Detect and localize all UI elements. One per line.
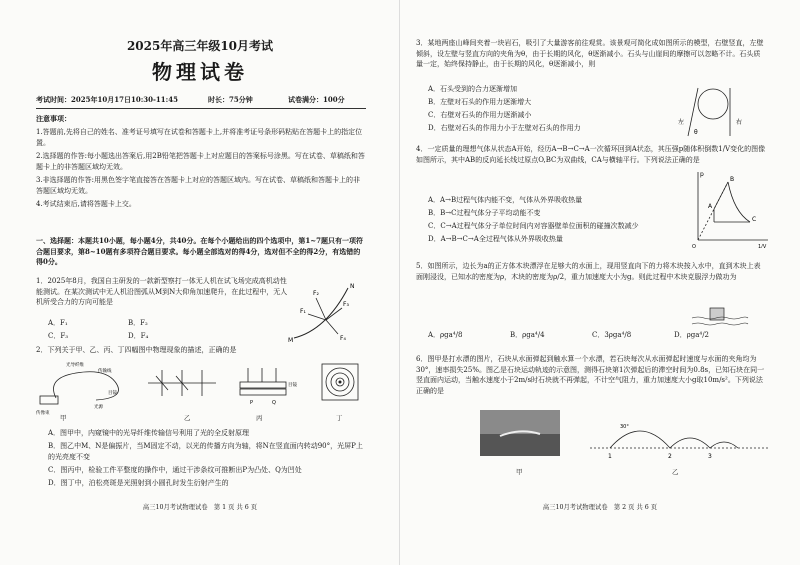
q4-option-b: B．B→C过程气体分子平均动能不变 bbox=[428, 209, 541, 217]
q1-option-c: C．F₃ bbox=[48, 332, 69, 340]
page-2-footer: 高三10月考试物理试卷 第 2 页 共 6 页 bbox=[542, 504, 658, 511]
q2-label-fiber: 光导纤维 bbox=[66, 363, 84, 368]
notice-1: 1.答题前,先将自己的姓名、准考证号填写在试卷和答题卡上,并将准考证号条形码粘贴在答题卡上的指定位置。 bbox=[36, 128, 363, 147]
q1-label-f3: F₃ bbox=[343, 301, 349, 308]
q2-option-b: B．图乙中M、N是偏振片，当M固定不动，以光的传播方向为轴，将N在竖直面内转动90°，光屏P上的光亮度不变 bbox=[48, 442, 363, 461]
section1-instructions: 一、选择题：本题共10小题，每小题4分，共40分。在每个小题给出的四个选项中，第1~7题只有一项符合题目要求，第8~10题有多项符合题目要求。每小题全部选对的得4分，选对但不全的得2分，有选错的得0分。 bbox=[36, 236, 363, 267]
q2-option-c: C．图丙中，检验工件平整度的操作中，通过干涉条纹可推断出P为凸处、Q为凹处 bbox=[48, 466, 302, 474]
q3-label-left: 左 bbox=[678, 119, 685, 126]
q4-option-a: A．A→B过程气体内能不变，气体从外界吸收热量 bbox=[428, 196, 583, 204]
q6-label-3: 3 bbox=[708, 453, 712, 460]
q4-label-a: A bbox=[708, 203, 713, 210]
notice-heading: 注意事项： bbox=[36, 114, 71, 123]
q1-label-f4: F₄ bbox=[340, 335, 346, 342]
q4-option-d: D．A→B→C→A全过程气体从外界吸收热量 bbox=[428, 235, 563, 243]
q2-label-eyepiece: 目镜 bbox=[108, 391, 117, 396]
q2-option-d: D．图丁中，泊松亮斑是光照射到小圆孔时发生衍射产生的 bbox=[48, 479, 229, 487]
q3-option-b: B．左壁对石头的作用力逐渐增大 bbox=[428, 98, 532, 106]
q4-label-b: B bbox=[730, 176, 735, 183]
q3-label-right: 右 bbox=[736, 119, 743, 126]
q6-label-1: 1 bbox=[608, 453, 612, 460]
q2-label-yi: 乙 bbox=[184, 414, 191, 422]
exam-title: 2025年高三年级10月考试 bbox=[126, 39, 274, 53]
notice-2: 2.选择题的作答:每小题选出答案后,用2B铅笔把答题卡上对应题目的答案标号涂黑。写在试卷、草稿纸和答题卡上的非答题区域均无效。 bbox=[36, 152, 365, 171]
q1-stem: 1．2025年8月，我国自主研发的一款新型察打一体无人机在试飞场完成高机动性能测试。在某次测试中无人机沿图弧从M到N大仰角加速爬升，在此过程中，无人机所受合力的方向可能是 bbox=[36, 277, 288, 307]
subject-title: 物理试卷 bbox=[152, 60, 248, 84]
q2-option-a: A．图甲中，内窥镜中的光导纤维传输信号利用了光的全反射原理 bbox=[48, 429, 250, 437]
q1-label-f1: F₁ bbox=[300, 308, 306, 315]
q2-label-source: 光源 bbox=[94, 405, 103, 410]
q1-label-n: N bbox=[350, 283, 355, 290]
q5-stem: 5．如图所示，边长为a的正方体木块漂浮在足够大的水面上，现用竖直向下的力将木块按入水中，直到木块上表面刚浸没，已知水的密度为ρ，木块的密度为ρ/2，重力加速度大小为g。则此过程中木块克服浮力做功为 bbox=[416, 262, 761, 281]
page-1-footer: 高三10月考试物理试卷 第 1 页 共 6 页 bbox=[142, 504, 258, 511]
notice-4: 4.考试结束后,请将答题卡上交。 bbox=[36, 200, 136, 208]
q4-option-c: C．C→A过程气体分子单位时间内对容器壁单位面积的碰撞次数减少 bbox=[428, 222, 639, 230]
q1-label-m: M bbox=[288, 337, 294, 344]
q2-label-line: 传输线 bbox=[98, 369, 112, 374]
q3-option-d: D．右壁对石头的作用力小于左壁对石头的作用力 bbox=[428, 124, 581, 132]
q1-figure bbox=[286, 280, 366, 344]
q1-option-b: B．F₂ bbox=[128, 319, 148, 327]
q4-figure bbox=[690, 168, 772, 248]
q5-option-b: B．ρga⁴/4 bbox=[510, 331, 545, 339]
q3-option-c: C．右壁对石头的作用力逐渐减小 bbox=[428, 111, 532, 119]
q2-label-ding: 丁 bbox=[336, 414, 343, 422]
q2-label-jia: 甲 bbox=[60, 414, 67, 422]
q5-option-a: A．ρga⁴/8 bbox=[428, 331, 463, 339]
notice-3: 3.非选择题的作答:用黑色签字笔直接答在答题卡上对应的答题区域内。写在试卷、草稿纸和答题卡上的非答题区域均无效。 bbox=[36, 176, 361, 195]
exam-full-score: 试卷满分：100分 bbox=[288, 95, 345, 104]
q4-stem: 4．一定质量的理想气体从状态A开始，经历A→B→C→A一次循环回到A状态，其压强p随体积倒数1/V变化的图像如图所示，其中AB的反向延长线过原点O,BC为双曲线，CA与横轴平行。下列说法正确的是 bbox=[416, 145, 766, 164]
q2-label-bundle: 传像束 bbox=[36, 411, 50, 416]
q6-label-jia: 甲 bbox=[516, 468, 523, 476]
q6-trajectory-figure bbox=[590, 418, 770, 460]
q4-label-p: p bbox=[700, 171, 704, 178]
q4-label-c: C bbox=[752, 216, 757, 223]
q1-label-f2: F₂ bbox=[313, 290, 319, 297]
q1-option-a: A．F₁ bbox=[48, 319, 68, 327]
q3-label-theta: θ bbox=[694, 129, 698, 136]
q5-option-d: D．ρga⁴/2 bbox=[674, 331, 709, 339]
q6-label-2: 2 bbox=[668, 453, 672, 460]
q6-photo bbox=[480, 410, 560, 456]
q2-label-q: Q bbox=[272, 400, 276, 406]
q4-label-inv-v: 1/V bbox=[758, 244, 767, 248]
q3-option-a: A．石头受到的合力逐渐增加 bbox=[428, 85, 518, 93]
q3-stem: 3．某地两座山峰间夹着一块岩石，吸引了大量游客前往观赏。该景观可简化成如图所示的模型，右壁竖直，左壁倾斜，设左壁与竖直方向的夹角为θ，由于长期的风化，θ逐渐减小。石头与山崖间的摩擦可以忽略不计。石头质量一定，始终保持静止，由于长期的风化，θ逐渐减小，则 bbox=[416, 39, 764, 69]
exam-duration: 时长：75分钟 bbox=[208, 95, 253, 104]
q6-stem: 6．图甲是打水漂的图片，石块从水面弹起到触水算一个水漂，若石块每次从水面弹起时速度与水面的夹角均为30°，速率损失25%。图乙是石块运动轨迹的示意图，测得石块第1次弹起后的滞空时间为0.8s，已知石块在同一竖直面内运动，当触水速度小于2m/s时石块就不再弹起，不计空气阻力，重力加速度大小g取10m/s²。下列说法正确的是 bbox=[416, 355, 765, 395]
exam-time: 考试时间：2025年10月17日10:30-11:45 bbox=[36, 95, 179, 104]
q2-label-standard: 目镜 bbox=[288, 383, 297, 388]
q4-label-o: O bbox=[692, 244, 696, 248]
q1-option-d: D．F₄ bbox=[128, 332, 149, 340]
q6-label-yi: 乙 bbox=[672, 468, 679, 476]
q3-figure bbox=[678, 84, 748, 140]
page-right bbox=[400, 0, 800, 565]
header-rule bbox=[36, 108, 366, 109]
q5-figure bbox=[690, 306, 750, 330]
q2-stem: 2．下列关于甲、乙、丙、丁四幅图中物理现象的描述，正确的是 bbox=[36, 346, 237, 354]
q5-option-c: C．3ρga⁴/8 bbox=[592, 331, 632, 339]
q2-label-bing: 丙 bbox=[256, 414, 263, 422]
q2-label-p: P bbox=[250, 400, 254, 406]
q2-figures bbox=[36, 358, 366, 418]
q6-label-angle: 30° bbox=[620, 424, 629, 430]
